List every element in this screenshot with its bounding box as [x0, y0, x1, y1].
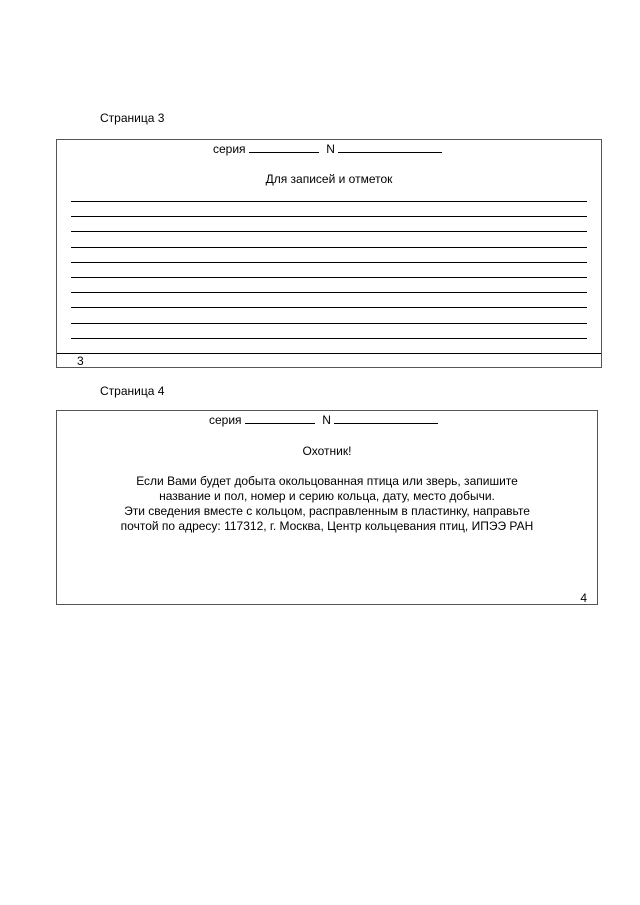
hunter-heading: Охотник!: [302, 444, 352, 458]
series-label: серия: [209, 413, 242, 427]
notes-line[interactable]: [71, 323, 587, 324]
instruction-text: [57, 474, 597, 534]
notes-line[interactable]: [71, 292, 587, 293]
page-4-number: 4: [580, 591, 587, 605]
notes-bottom-line: [57, 353, 601, 354]
page-4-label: Страница 4: [100, 384, 165, 398]
notes-line[interactable]: [71, 231, 587, 232]
notes-line[interactable]: [71, 247, 587, 248]
notes-line[interactable]: [71, 201, 587, 202]
notes-line[interactable]: [71, 216, 587, 217]
page-3-label: Страница 3: [100, 111, 165, 125]
series-blank[interactable]: [249, 142, 319, 153]
notes-line[interactable]: [71, 338, 587, 339]
number-label: N: [326, 142, 335, 156]
page-3-card: [56, 139, 602, 368]
series-number-line: [213, 142, 442, 156]
series-number-line: [209, 413, 438, 427]
page-3-number: 3: [77, 354, 84, 368]
instruction-line: Если Вами будет добыта окольцованная птица или зверь, запишите: [136, 474, 518, 488]
number-label: N: [322, 413, 331, 427]
series-blank[interactable]: [245, 413, 315, 424]
instruction-line: название и пол, номер и серию кольца, дату, место добычи.: [159, 489, 495, 503]
notes-line[interactable]: [71, 277, 587, 278]
number-blank[interactable]: [338, 142, 442, 153]
notes-heading: Для записей и отметок: [265, 172, 393, 186]
notes-line[interactable]: [71, 262, 587, 263]
number-blank[interactable]: [334, 413, 438, 424]
notes-line[interactable]: [71, 307, 587, 308]
page-4-card: [56, 410, 598, 605]
instruction-line: почтой по адресу: 117312, г. Москва, Центр кольцевания птиц, ИПЭЭ РАН: [120, 519, 534, 533]
series-label: серия: [213, 142, 246, 156]
instruction-line: Эти сведения вместе с кольцом, расправленным в пластинку, направьте: [124, 504, 530, 518]
